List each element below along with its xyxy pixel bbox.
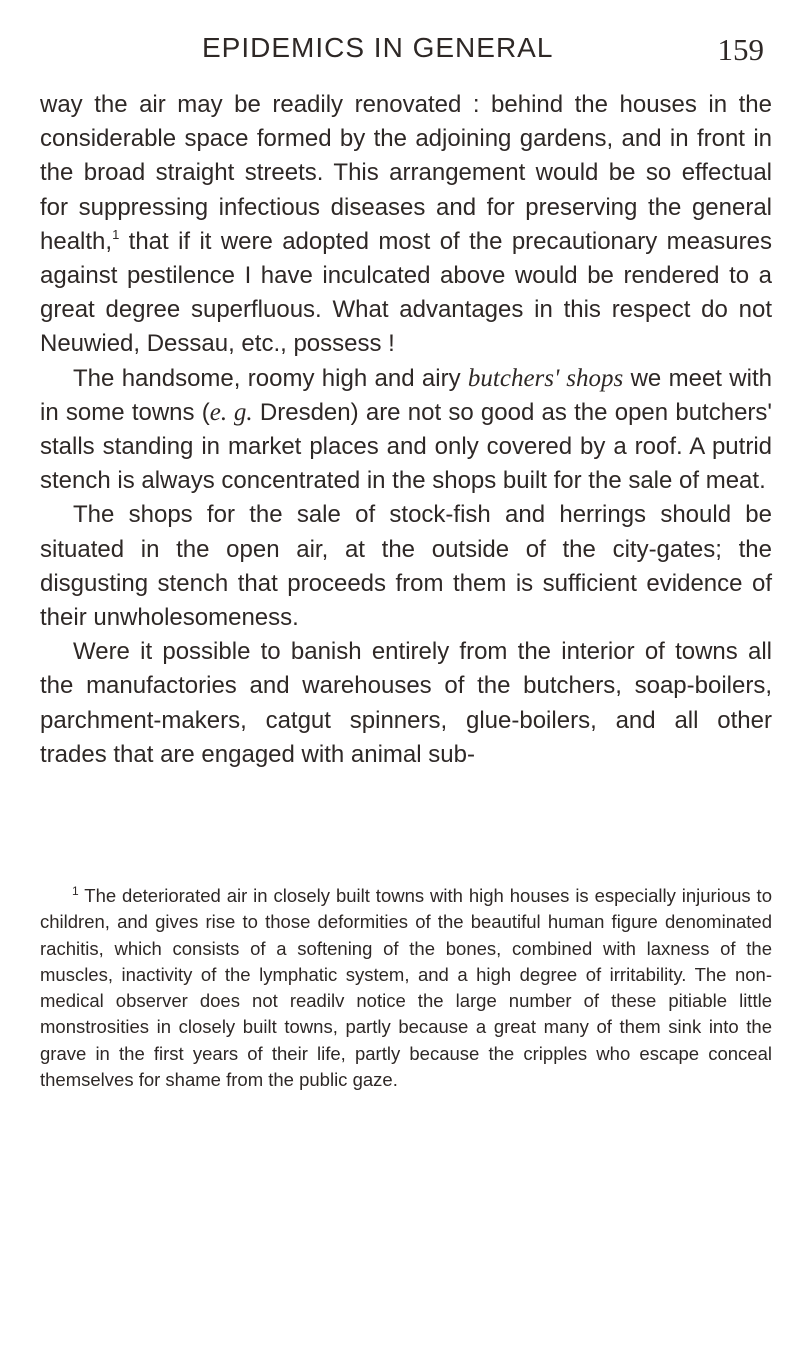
paragraph-3: The shops for the sale of stock-fish and herrings should be situated in the open air, at the outside of the city-gates; the disgusting stench that proceeds from them is sufficient evidence of their unwholesomeness. xyxy=(40,501,772,632)
footnote-reference: 1 xyxy=(112,226,120,242)
paragraph-2-text-a: The handsome, roomy high and airy xyxy=(73,364,468,392)
footnote-marker: 1 xyxy=(72,884,79,898)
paragraph-4: Were it possible to banish entirely from the interior of towns all the manufactories and warehouses of the butchers, soap-boilers, parchment-makers, catgut spinners, glue-boilers, and all other trades that are engaged with animal sub- xyxy=(40,638,772,768)
paragraph-2-italic-b: e. g. xyxy=(209,398,253,426)
paragraph-1 xyxy=(40,88,772,362)
paragraph-2-italic-a: butchers' shops xyxy=(467,364,624,392)
running-title: EPIDEMICS IN GENERAL xyxy=(202,32,554,63)
running-head xyxy=(40,30,780,74)
footnote-text: The deteriorated air in closely built towns with high houses is especially injurious to children, and gives rise to those deformities of the beautiful human figure denominated rachitis, which consists of a softening of the bones, combined with laxness of the muscles, inactivity of the lymphatic system, and a high degree of irritability. The non-medical observer does not readilv notice the large number of these pitiable little monstrosities in closely built towns, partly because a great many of them sink into the grave in the first years of their life, partly because the cripples who escape conceal themselves for shame from the public gaze. xyxy=(40,885,772,1091)
footnotes xyxy=(40,883,772,1093)
paragraph-1-text-b: that if it were adopted most of the precautionary measures against pestilence I have inculcated above would be rendered to a great degree superfluous. What advantages in this respect do not Neuwied, Dessau, etc., possess ! xyxy=(40,227,772,358)
paragraph-2-text-b: we meet with in some towns ( xyxy=(40,364,772,426)
body-text xyxy=(40,88,772,772)
paragraph-2-text-c: Dresden) are not so good as the open butchers' stalls standing in market places and only covered by a roof. A putrid stench is always concentrated in the shops built for the sale of meat. xyxy=(40,398,772,495)
page-number: 159 xyxy=(717,32,764,67)
paragraph-1-text-a: way the air may be readily renovated : behind the houses in the considerable space formed by the adjoining gardens, and in front in the broad straight streets. This arrangement would be so effectual for suppressing infectious diseases and for preserving the general health, xyxy=(40,91,772,255)
paragraph-2 xyxy=(40,362,772,499)
book-page xyxy=(40,0,780,1354)
footnote-1 xyxy=(40,883,772,1093)
